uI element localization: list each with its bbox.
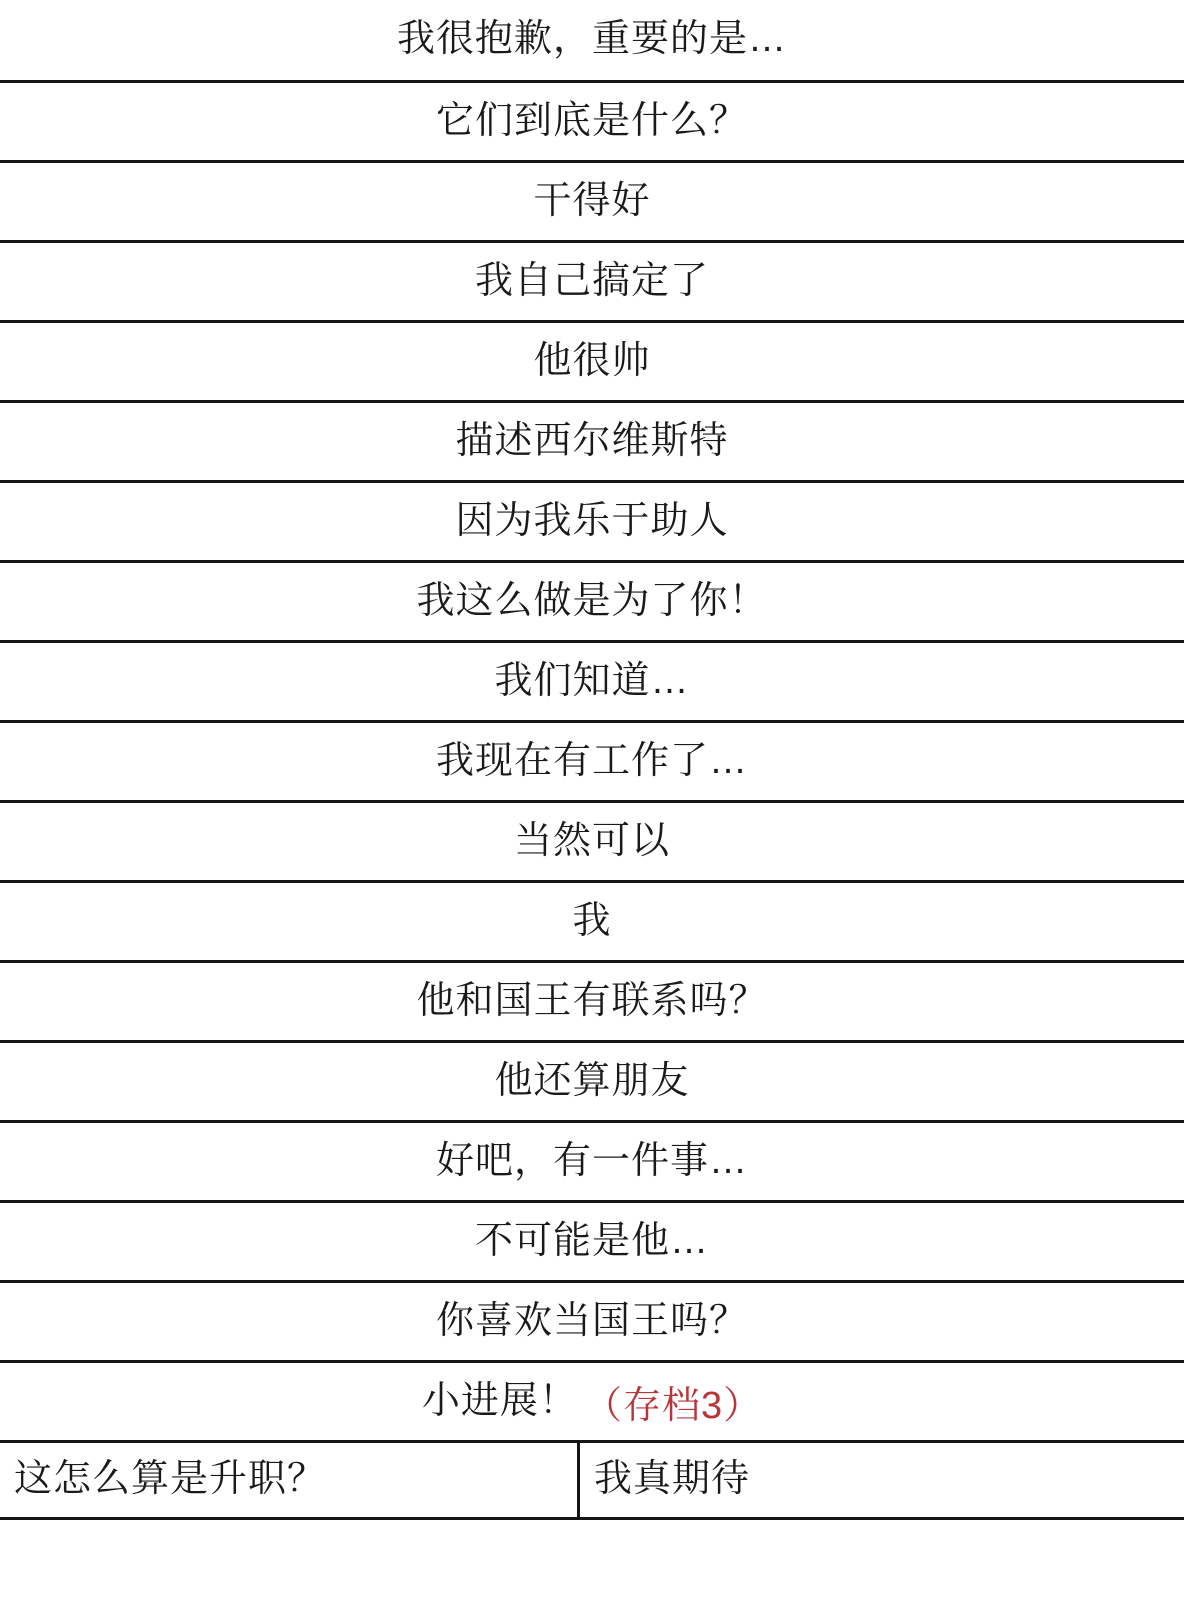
row-text: 我们知道… <box>494 659 690 702</box>
table-row-split <box>0 1440 1184 1520</box>
row-text: 这怎么算是升职？ <box>14 1458 327 1501</box>
row-text: 小进展！ <box>421 1379 578 1422</box>
row-text: 描述西尔维斯特 <box>455 419 729 462</box>
row-text: 干得好 <box>533 179 651 222</box>
table-row <box>0 640 1184 720</box>
table-row <box>0 800 1184 880</box>
table-row <box>0 240 1184 320</box>
row-text: 好吧，有一件事… <box>435 1139 748 1182</box>
save-point-badge: （存档3） <box>583 1385 763 1427</box>
table-row <box>0 0 1184 80</box>
table-row-highlight <box>0 1360 1184 1440</box>
row-text: 不可能是他… <box>474 1219 709 1262</box>
row-text: 他很帅 <box>533 339 651 382</box>
table-row <box>0 1200 1184 1280</box>
table-row <box>0 80 1184 160</box>
row-text: 你喜欢当国王吗？ <box>435 1299 748 1342</box>
row-text: 我现在有工作了… <box>435 739 748 782</box>
row-text: 它们到底是什么？ <box>435 99 748 142</box>
highlight-row-content <box>422 1374 762 1429</box>
table-row <box>0 1280 1184 1360</box>
table-row <box>0 160 1184 240</box>
row-text: 当然可以 <box>513 819 670 862</box>
row-text: 我这么做是为了你！ <box>416 579 768 622</box>
split-cell-left <box>0 1443 580 1517</box>
row-text: 我自己搞定了 <box>474 259 709 302</box>
table-row <box>0 320 1184 400</box>
row-text: 他和国王有联系吗？ <box>416 979 768 1022</box>
row-text: 我 <box>572 899 612 942</box>
row-text: 我很抱歉，重要的是… <box>396 18 787 61</box>
table-row <box>0 720 1184 800</box>
split-cell-right <box>580 1443 1184 1517</box>
table-row <box>0 400 1184 480</box>
table-row <box>0 560 1184 640</box>
table-row <box>0 880 1184 960</box>
table-row <box>0 480 1184 560</box>
row-text: 他还算朋友 <box>494 1059 690 1102</box>
row-text: 我真期待 <box>594 1458 751 1501</box>
table-row <box>0 960 1184 1040</box>
row-text: 因为我乐于助人 <box>455 499 729 542</box>
table-row <box>0 1040 1184 1120</box>
table-row <box>0 1120 1184 1200</box>
